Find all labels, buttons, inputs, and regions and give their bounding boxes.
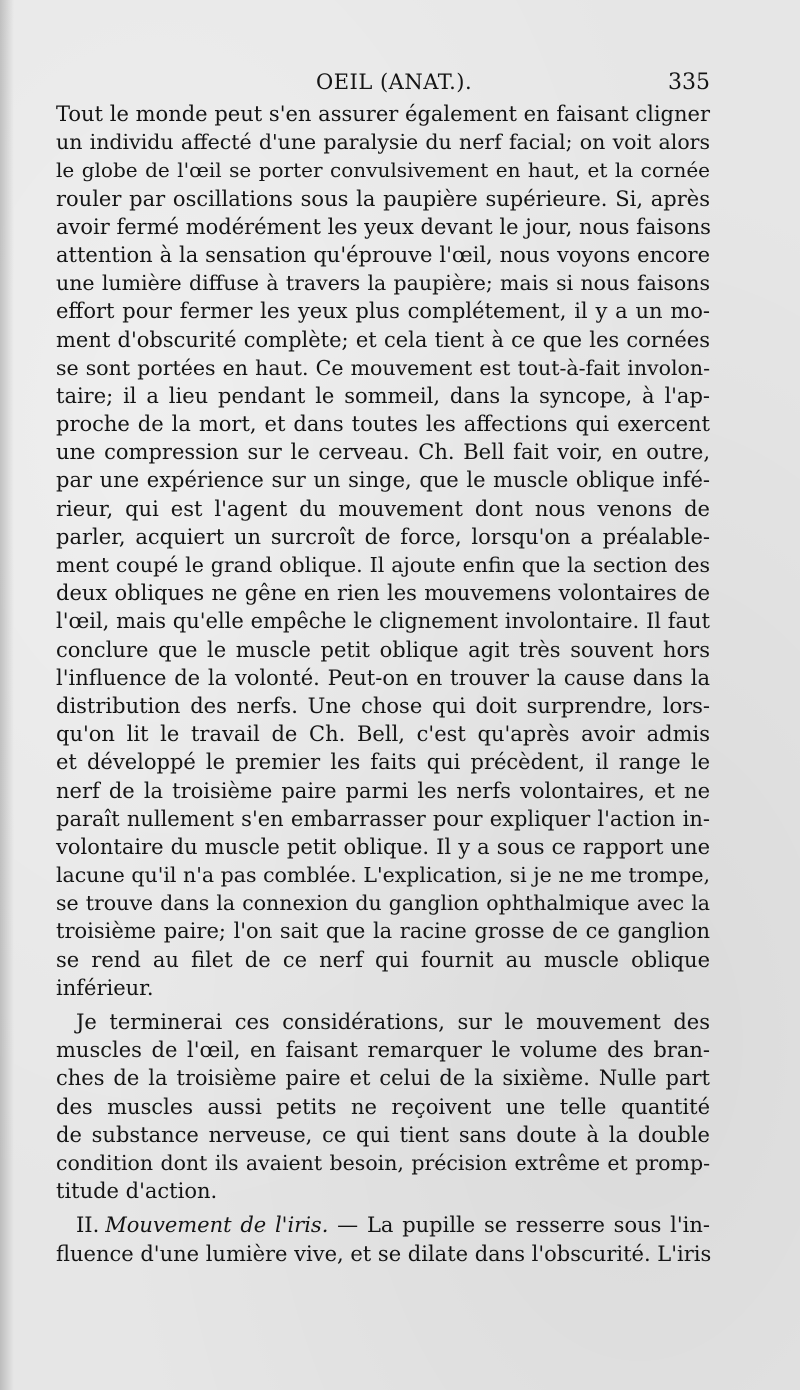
text-line: muscles de l'œil, en faisant remarquer le volume des bran- xyxy=(56,1038,710,1063)
page-number: 335 xyxy=(668,70,710,95)
text-line: une compression sur le cerveau. Ch. Bell fait voir, en outre, xyxy=(56,440,710,465)
page-edge-shadow xyxy=(0,0,14,1390)
text-line: se trouve dans la connexion du ganglion ophthalmique avec la xyxy=(56,891,710,916)
section-number: II. xyxy=(76,1213,100,1238)
text-line: fluence d'une lumière vive, et se dilate dans l'obscurité. L'iris xyxy=(56,1241,712,1266)
paragraph xyxy=(56,100,710,1002)
text-line: rouler par oscillations sous la paupière supérieure. Si, après xyxy=(56,186,710,211)
text-line: ches de la troisième paire et celui de la sixième. Nulle part xyxy=(56,1066,710,1091)
text-line: des muscles aussi petits ne reçoivent une telle quantité xyxy=(56,1094,710,1119)
text-line: rieur, qui est l'agent du mouvement dont nous venons de xyxy=(56,496,710,521)
text-line: distribution des nerfs. Une chose qui doit surprendre, lors- xyxy=(56,693,710,718)
text-line: paraît nullement s'en embarrasser pour expliquer l'action in- xyxy=(56,806,710,831)
paragraph xyxy=(56,1211,710,1267)
text-line: ment coupé le grand oblique. Il ajoute enfin que la section des xyxy=(56,553,710,577)
text-line: nerf de la troisième paire parmi les nerfs volontaires, et ne xyxy=(56,778,710,803)
section-first-line-text: — La pupille se resserre sous l'in- xyxy=(337,1213,710,1238)
text-line: proche de la mort, et dans toutes les affections qui exercent xyxy=(56,412,710,437)
text-line: par une expérience sur un singe, que le muscle oblique infé- xyxy=(56,468,710,493)
text-line: de substance nerveuse, ce qui tient sans doute à la double xyxy=(56,1122,710,1147)
running-header xyxy=(0,70,800,104)
text-line: troisième paire; l'on sait que la racine grosse de ce ganglion xyxy=(56,919,710,944)
text-line: le globe de l'œil se porter convulsivement en haut, et la cornée xyxy=(56,158,710,183)
text-line: et développé le premier les faits qui précèdent, il range le xyxy=(56,750,710,775)
text-line: inférieur. xyxy=(56,975,154,1000)
body-text xyxy=(56,100,710,1268)
text-line: taire; il a lieu pendant le sommeil, dans la syncope, à l'ap- xyxy=(56,383,710,408)
text-line: avoir fermé modérément les yeux devant le jour, nous faisons xyxy=(56,214,711,239)
text-line: se rend au filet de ce nerf qui fournit au muscle oblique xyxy=(56,947,710,972)
text-line: attention à la sensation qu'éprouve l'œil, nous voyons encore xyxy=(56,242,710,267)
text-line: titude d'action. xyxy=(56,1179,218,1204)
text-line: Je terminerai ces considérations, sur le mouvement des xyxy=(76,1010,710,1034)
text-line: Tout le monde peut s'en assurer également en faisant cligner xyxy=(56,102,710,126)
text-line: l'influence de la volonté. Peut-on en trouver la cause dans la xyxy=(56,665,710,690)
text-line: lacune qu'il n'a pas comblée. L'explication, si je ne me trompe, xyxy=(56,863,710,888)
section-title: Mouvement de l'iris. xyxy=(105,1213,329,1238)
text-line: conclure que le muscle petit oblique agit très souvent hors xyxy=(56,637,710,662)
text-line: condition dont ils avaient besoin, précision extrême et promp- xyxy=(56,1150,710,1175)
text-line: parler, acquiert un surcroît de force, lorsqu'on a préalable- xyxy=(56,524,710,549)
text-line: un individu affecté d'une paralysie du nerf facial; on voit alors xyxy=(56,130,710,155)
paragraph xyxy=(56,1008,710,1205)
text-line: une lumière diffuse à travers la paupière; mais si nous faisons xyxy=(56,271,710,296)
text-line: se sont portées en haut. Ce mouvement est tout-à-fait involon- xyxy=(56,355,710,380)
text-line: l'œil, mais qu'elle empêche le clignement involontaire. Il faut xyxy=(56,609,710,634)
section-heading-line xyxy=(56,1211,710,1239)
text-line: deux obliques ne gêne en rien les mouvemens volontaires de xyxy=(56,581,710,606)
text-line: ment d'obscurité complète; et cela tient à ce que les cornées xyxy=(56,327,710,352)
text-line: qu'on lit le travail de Ch. Bell, c'est qu'après avoir admis xyxy=(56,722,710,747)
text-line: effort pour fermer les yeux plus complétement, il y a un mo- xyxy=(56,299,710,324)
text-line: volontaire du muscle petit oblique. Il y a sous ce rapport une xyxy=(56,834,710,859)
running-title: OEIL (ANAT.). xyxy=(316,70,473,94)
